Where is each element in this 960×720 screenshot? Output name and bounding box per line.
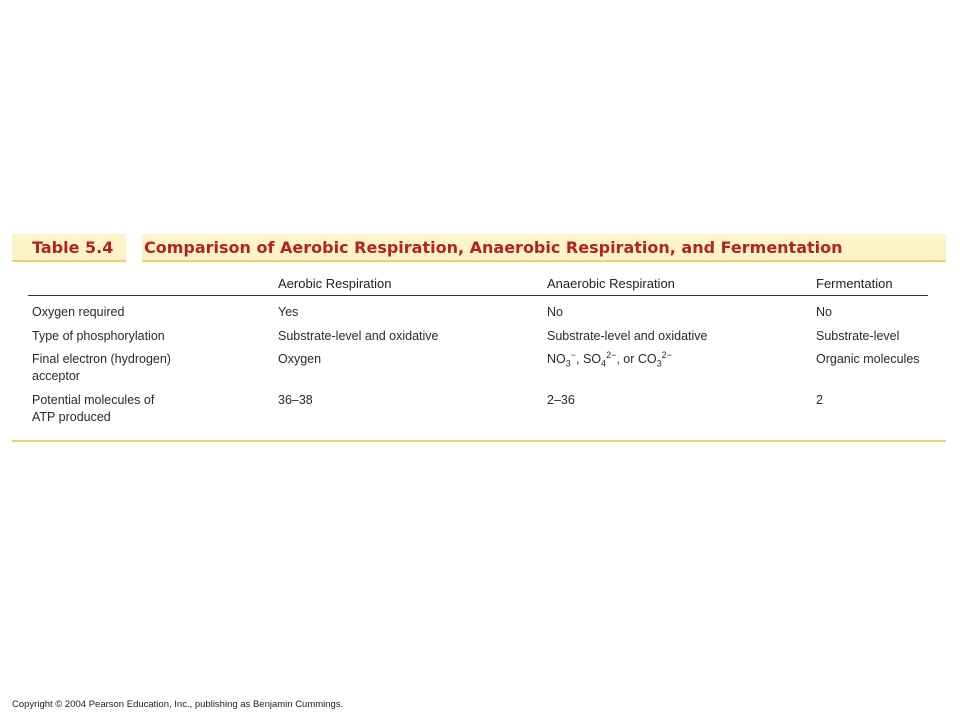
row-label-electron-acceptor bbox=[32, 351, 171, 385]
cell-anaerobic-acceptor bbox=[547, 351, 672, 368]
row-label-line: acceptor bbox=[32, 369, 80, 383]
header-rule bbox=[28, 295, 928, 296]
row-label-line: ATP produced bbox=[32, 410, 111, 424]
formula-co3-sup: 2− bbox=[661, 349, 672, 360]
cell-anaerobic-oxygen: No bbox=[547, 305, 563, 319]
cell-aerobic-oxygen: Yes bbox=[278, 305, 299, 319]
copyright-notice: Copyright © 2004 Pearson Education, Inc., publishing as Benjamin Cummings. bbox=[12, 699, 344, 710]
cell-aerobic-atp: 36–38 bbox=[278, 393, 313, 407]
cell-anaerobic-atp: 2–36 bbox=[547, 393, 575, 407]
table-title: Comparison of Aerobic Respiration, Anaerobic Respiration, and Fermentation bbox=[144, 238, 843, 257]
table-number: Table 5.4 bbox=[32, 238, 114, 257]
formula-no3: NO bbox=[547, 352, 566, 366]
cell-fermentation-acceptor: Organic molecules bbox=[816, 352, 920, 366]
formula-co3-sub: 3 bbox=[656, 358, 662, 369]
cell-anaerobic-phosphorylation: Substrate-level and oxidative bbox=[547, 329, 708, 343]
formula-co3: CO bbox=[637, 352, 657, 366]
row-label-line: Final electron (hydrogen) bbox=[32, 352, 171, 366]
formula-sep: , bbox=[576, 352, 583, 366]
row-label-line: Potential molecules of bbox=[32, 393, 155, 407]
formula-so4-sup: 2− bbox=[606, 349, 617, 360]
formula-no3-sup: − bbox=[570, 349, 577, 360]
column-header-aerobic: Aerobic Respiration bbox=[278, 276, 392, 291]
cell-fermentation-atp: 2 bbox=[816, 393, 823, 407]
formula-so4: SO bbox=[582, 352, 602, 366]
column-header-anaerobic: Anaerobic Respiration bbox=[547, 276, 675, 291]
comparison-table bbox=[12, 234, 946, 424]
row-label-phosphorylation: Type of phosphorylation bbox=[32, 329, 165, 343]
column-header-fermentation: Fermentation bbox=[816, 276, 893, 291]
cell-aerobic-phosphorylation: Substrate-level and oxidative bbox=[278, 329, 439, 343]
cell-fermentation-oxygen: No bbox=[816, 305, 832, 319]
formula-no3-sub: 3 bbox=[565, 358, 571, 369]
formula-so4-sub: 4 bbox=[601, 358, 607, 369]
row-label-oxygen-required: Oxygen required bbox=[32, 305, 125, 319]
table-bottom-rule bbox=[12, 440, 946, 442]
formula-sep: , or bbox=[616, 352, 638, 366]
cell-fermentation-phosphorylation: Substrate-level bbox=[816, 329, 900, 343]
row-label-atp bbox=[32, 392, 154, 426]
table-grid bbox=[12, 234, 946, 444]
cell-aerobic-acceptor: Oxygen bbox=[278, 352, 322, 366]
